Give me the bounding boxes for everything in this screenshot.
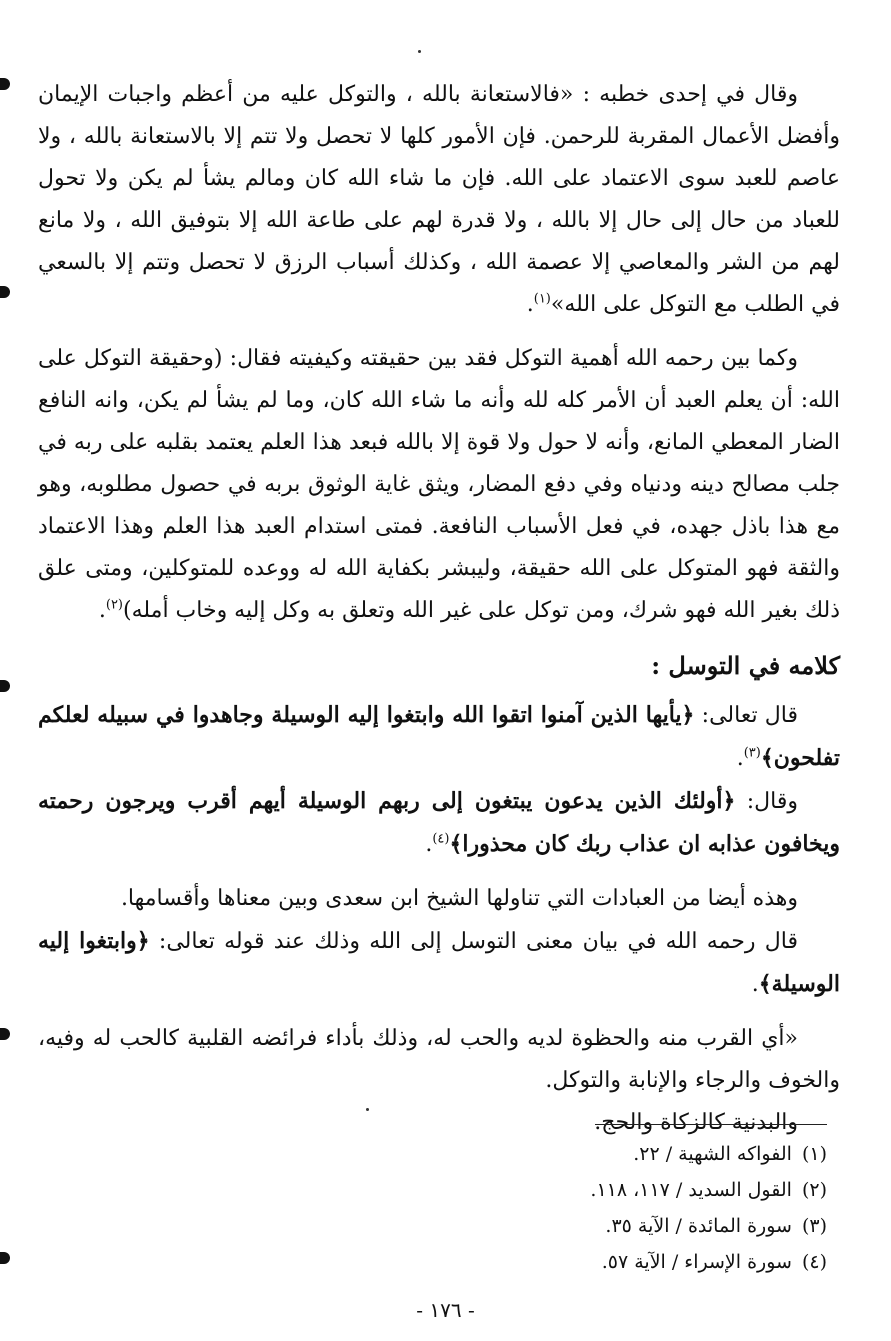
footnote-ref-2: (٢) xyxy=(105,597,123,613)
paragraph-bodily: والبدنية كالزكاة والحج. xyxy=(594,1110,798,1135)
footnote-1: (١)الفواكه الشهية / ٢٢. xyxy=(633,1143,827,1165)
paragraph-meaning: قال رحمه الله في بيان معنى التوسل إلى الله وذلك عند قوله تعالى: ﴿وابتغوا إليه الوسيلة﴾. xyxy=(38,928,840,997)
footnote-ref-3: (٣) xyxy=(743,745,761,761)
page-number: - ١٧٦ - xyxy=(416,1298,475,1322)
main-text xyxy=(38,74,840,1144)
footnote-divider xyxy=(595,1124,827,1125)
binding-mark-1 xyxy=(0,78,10,90)
scan-speck xyxy=(418,50,421,53)
paragraph-verse-2: وقال: ﴿أولئك الذين يدعون يبتغون إلى ربهم الوسيلة أيهم أقرب ويرجون رحمته ويخافون عذابه ان عذاب ربك كان محذورا﴾$^{(٤)}$. xyxy=(38,788,840,857)
paragraph-verse-1: قال تعالى: ﴿يأيها الذين آمنوا اتقوا الله وابتغوا إليه الوسيلة وجاهدوا في سبيله لعلكم تفلحون﴾$^{(٣)}$. xyxy=(38,702,840,771)
footnote-ref-1: (١) xyxy=(533,291,551,307)
footnote-2: (٢)القول السديد / ١١٧، ١١٨. xyxy=(590,1179,827,1201)
paragraph-sermon: وقال في إحدى خطبه : «فالاستعانة بالله ، والتوكل عليه من أعظم واجبات الإيمان وأفضل الأعمال المقربة للرحمن. فإن الأمور كلها لا تحصل ولا تتم إلا بالاستعانة بالله ، ولا عاصم للعبد سوى الاعتماد على الله. فإن ما شاء الله كان ومالم يشأ لم يكن ولا تحول للعباد من حال إلى حال إلا بالله ، ولا قدرة لهم على طاعة الله إلا بتوفيق الله ، ولا مانع لهم من الشر والمعاصي إلا عصمة الله ، وكذلك أسباب الرزق لا تحصل وتتم إلا بالسعي في الطلب مع التوكل على الله»$^{(١)}$. xyxy=(38,82,841,317)
paragraph-nearness: «أي القرب منه والحظوة لديه والحب له، وذلك بأداء فرائضه القلبية كالحب له وفيه، والخوف والرجاء والإنابة والتوكل. xyxy=(38,1026,840,1093)
binding-mark-4 xyxy=(0,1028,10,1040)
quran-verse-1: ﴿يأيها الذين آمنوا اتقوا الله وابتغوا إليه الوسيلة وجاهدوا في سبيله لعلكم تفلحون﴾ xyxy=(38,702,840,771)
quran-verse-2: ﴿أولئك الذين يدعون يبتغون إلى ربهم الوسيلة أيهم أقرب ويرجون رحمته ويخافون عذابه ان عذاب ربك كان محذورا﴾ xyxy=(38,788,840,857)
binding-mark-3 xyxy=(0,680,10,692)
footnote-4: (٤)سورة الإسراء / الآية ٥٧. xyxy=(601,1251,827,1273)
binding-mark-2 xyxy=(0,286,10,298)
footnotes xyxy=(387,1136,827,1280)
footnote-3: (٣)سورة المائدة / الآية ٣٥. xyxy=(605,1215,827,1237)
section-heading: كلامه في التوسل : xyxy=(651,651,840,680)
binding-mark-5 xyxy=(0,1252,10,1264)
paragraph-worship: وهذه أيضا من العبادات التي تناولها الشيخ ابن سعدى وبين معناها وأقسامها. xyxy=(120,886,798,911)
paragraph-reliance: وكما بين رحمه الله أهمية التوكل فقد بين حقيقته وكيفيته فقال: (وحقيقة التوكل على الله: أن يعلم العبد أن الأمر كله لله وأنه ما شاء الله كان، وما لم يشأ لم يكن، وانه النافع الضار المعطي المانع، وأنه لا حول ولا قوة إلا بالله فبعد هذا العلم يعتمد بقلبه على ربه في جلب مصالح دينه ودنياه وفي دفع المضار، ويثق غاية الوثوق بربه في حصول مطلوبه، وهو مع هذا باذل جهده، في فعل الأسباب النافعة. فمتى استدام العبد هذا العلم وهذا الاعتماد والثقة فهو المتوكل على الله حقيقة، وليبشر بكفاية الله له ووعده للمتوكلين، ومتى علق ذلك بغير الله فهو شرك، ومن توكل على غير الله وتعلق به وكل إليه وخاب أمله)$^{(٢)}$. xyxy=(38,346,840,623)
quran-verse-3: ﴿وابتغوا إليه الوسيلة﴾ xyxy=(38,928,840,997)
footnote-ref-4: (٤) xyxy=(432,831,450,847)
